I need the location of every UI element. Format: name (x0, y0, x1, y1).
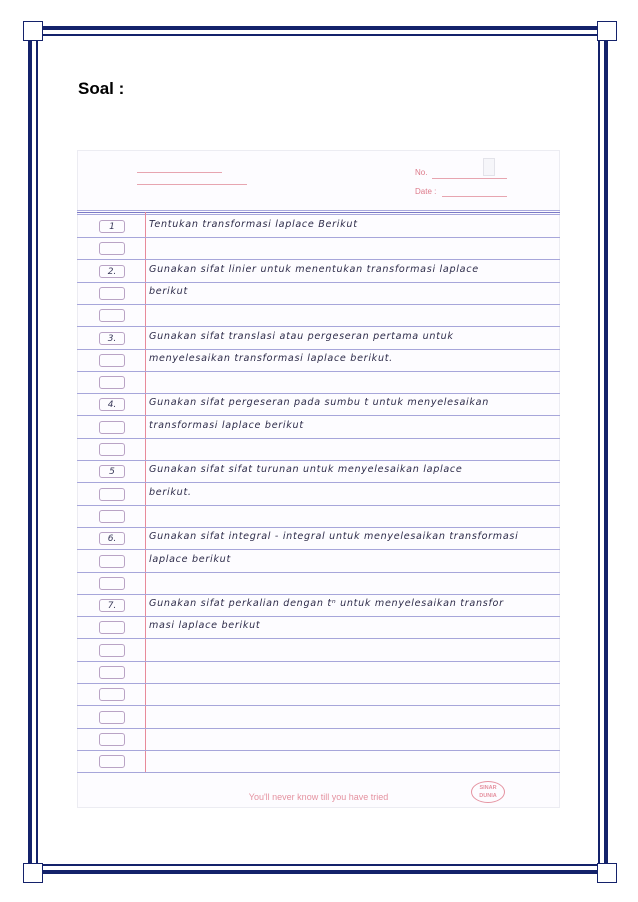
question-number-box (99, 376, 125, 389)
handwritten-line: Gunakan sifat integral - integral untuk menyelesaikan transformasi (149, 531, 519, 543)
border-corner-bottom-left (23, 863, 43, 883)
notebook-row (77, 684, 560, 706)
notebook-row (77, 283, 560, 305)
handwritten-line: transformasi laplace berikut (149, 419, 304, 431)
question-number-box: 7. (99, 599, 125, 612)
handwritten-line: masi laplace berikut (149, 620, 261, 632)
question-number-box: 6. (99, 532, 125, 545)
handwritten-line: berikut. (149, 486, 192, 498)
question-number-box (99, 242, 125, 255)
handwritten-line: Gunakan sifat translasi atau pergeseran pertama untuk (149, 330, 454, 342)
handwritten-line: Gunakan sifat pergeseran pada sumbu t untuk menyelesaikan (149, 397, 490, 409)
question-number-box (99, 309, 125, 322)
header-line (137, 172, 222, 173)
date-line (442, 196, 507, 197)
question-number-box (99, 666, 125, 679)
question-number-box: 1 (99, 220, 125, 233)
notebook-row (77, 461, 560, 483)
notebook-row (77, 417, 560, 439)
handwritten-line: Gunakan sifat perkalian dengan tⁿ untuk menyelesaikan transfor (149, 598, 504, 610)
header-box (483, 158, 495, 176)
handwritten-line: Tentukan transformasi laplace Berikut (149, 219, 358, 230)
notebook-row (77, 238, 560, 260)
notebook-row (77, 707, 560, 729)
question-number-box (99, 577, 125, 590)
header-stripe (77, 210, 560, 211)
question-number-box: 4. (99, 398, 125, 411)
question-number-box (99, 644, 125, 657)
notebook-header (77, 150, 560, 212)
header-line (137, 184, 247, 185)
notebook-row (77, 573, 560, 595)
question-number-box (99, 354, 125, 367)
notebook-row (77, 551, 560, 573)
notebook-row (77, 484, 560, 506)
brand-logo: SINAR DUNIA (471, 781, 505, 803)
handwritten-line: laplace berikut (149, 553, 231, 565)
notebook-row (77, 729, 560, 751)
question-number-box (99, 555, 125, 568)
notebook-row (77, 662, 560, 684)
question-number-box (99, 711, 125, 724)
notebook-row (77, 595, 560, 617)
notebook-row (77, 328, 560, 350)
handwritten-line: Gunakan sifat linier untuk menentukan transformasi laplace (149, 263, 479, 275)
notebook-row (77, 528, 560, 550)
notebook-row (77, 751, 560, 773)
no-label: No. (415, 168, 428, 177)
question-number-box (99, 688, 125, 701)
ruled-line (77, 772, 560, 773)
notebook-row (77, 617, 560, 639)
question-number-box (99, 443, 125, 456)
notebook-row (77, 261, 560, 283)
question-number-box (99, 488, 125, 501)
border-corner-top-left (23, 21, 43, 41)
handwritten-line: Gunakan sifat sifat turunan untuk menyelesaikan laplace (149, 464, 463, 476)
notebook-row (77, 305, 560, 327)
notebook-row (77, 394, 560, 416)
border-corner-top-right (597, 21, 617, 41)
question-number-box (99, 510, 125, 523)
header-stripe (77, 214, 560, 215)
border-corner-bottom-right (597, 863, 617, 883)
question-number-box (99, 621, 125, 634)
page-heading: Soal : (78, 79, 125, 98)
question-number-box: 5 (99, 465, 125, 478)
notebook-row (77, 372, 560, 394)
notebook-row (77, 216, 560, 238)
notebook-row (77, 640, 560, 662)
question-number-box: 3. (99, 332, 125, 345)
header-stripe (77, 212, 560, 213)
date-label: Date : (415, 187, 437, 196)
handwritten-line: menyelesaikan transformasi laplace berikut. (149, 352, 393, 364)
notebook-row (77, 439, 560, 461)
question-number-box: 2. (99, 265, 125, 278)
notebook-row (77, 506, 560, 528)
notebook-motto: You'll never know till you have tried (248, 792, 389, 802)
question-number-box (99, 733, 125, 746)
handwritten-line: berikut (149, 285, 188, 297)
question-number-box (99, 755, 125, 768)
question-number-box (99, 421, 125, 434)
no-line (432, 178, 507, 179)
question-number-box (99, 287, 125, 300)
notebook-row (77, 350, 560, 372)
notebook-scan (77, 150, 560, 808)
